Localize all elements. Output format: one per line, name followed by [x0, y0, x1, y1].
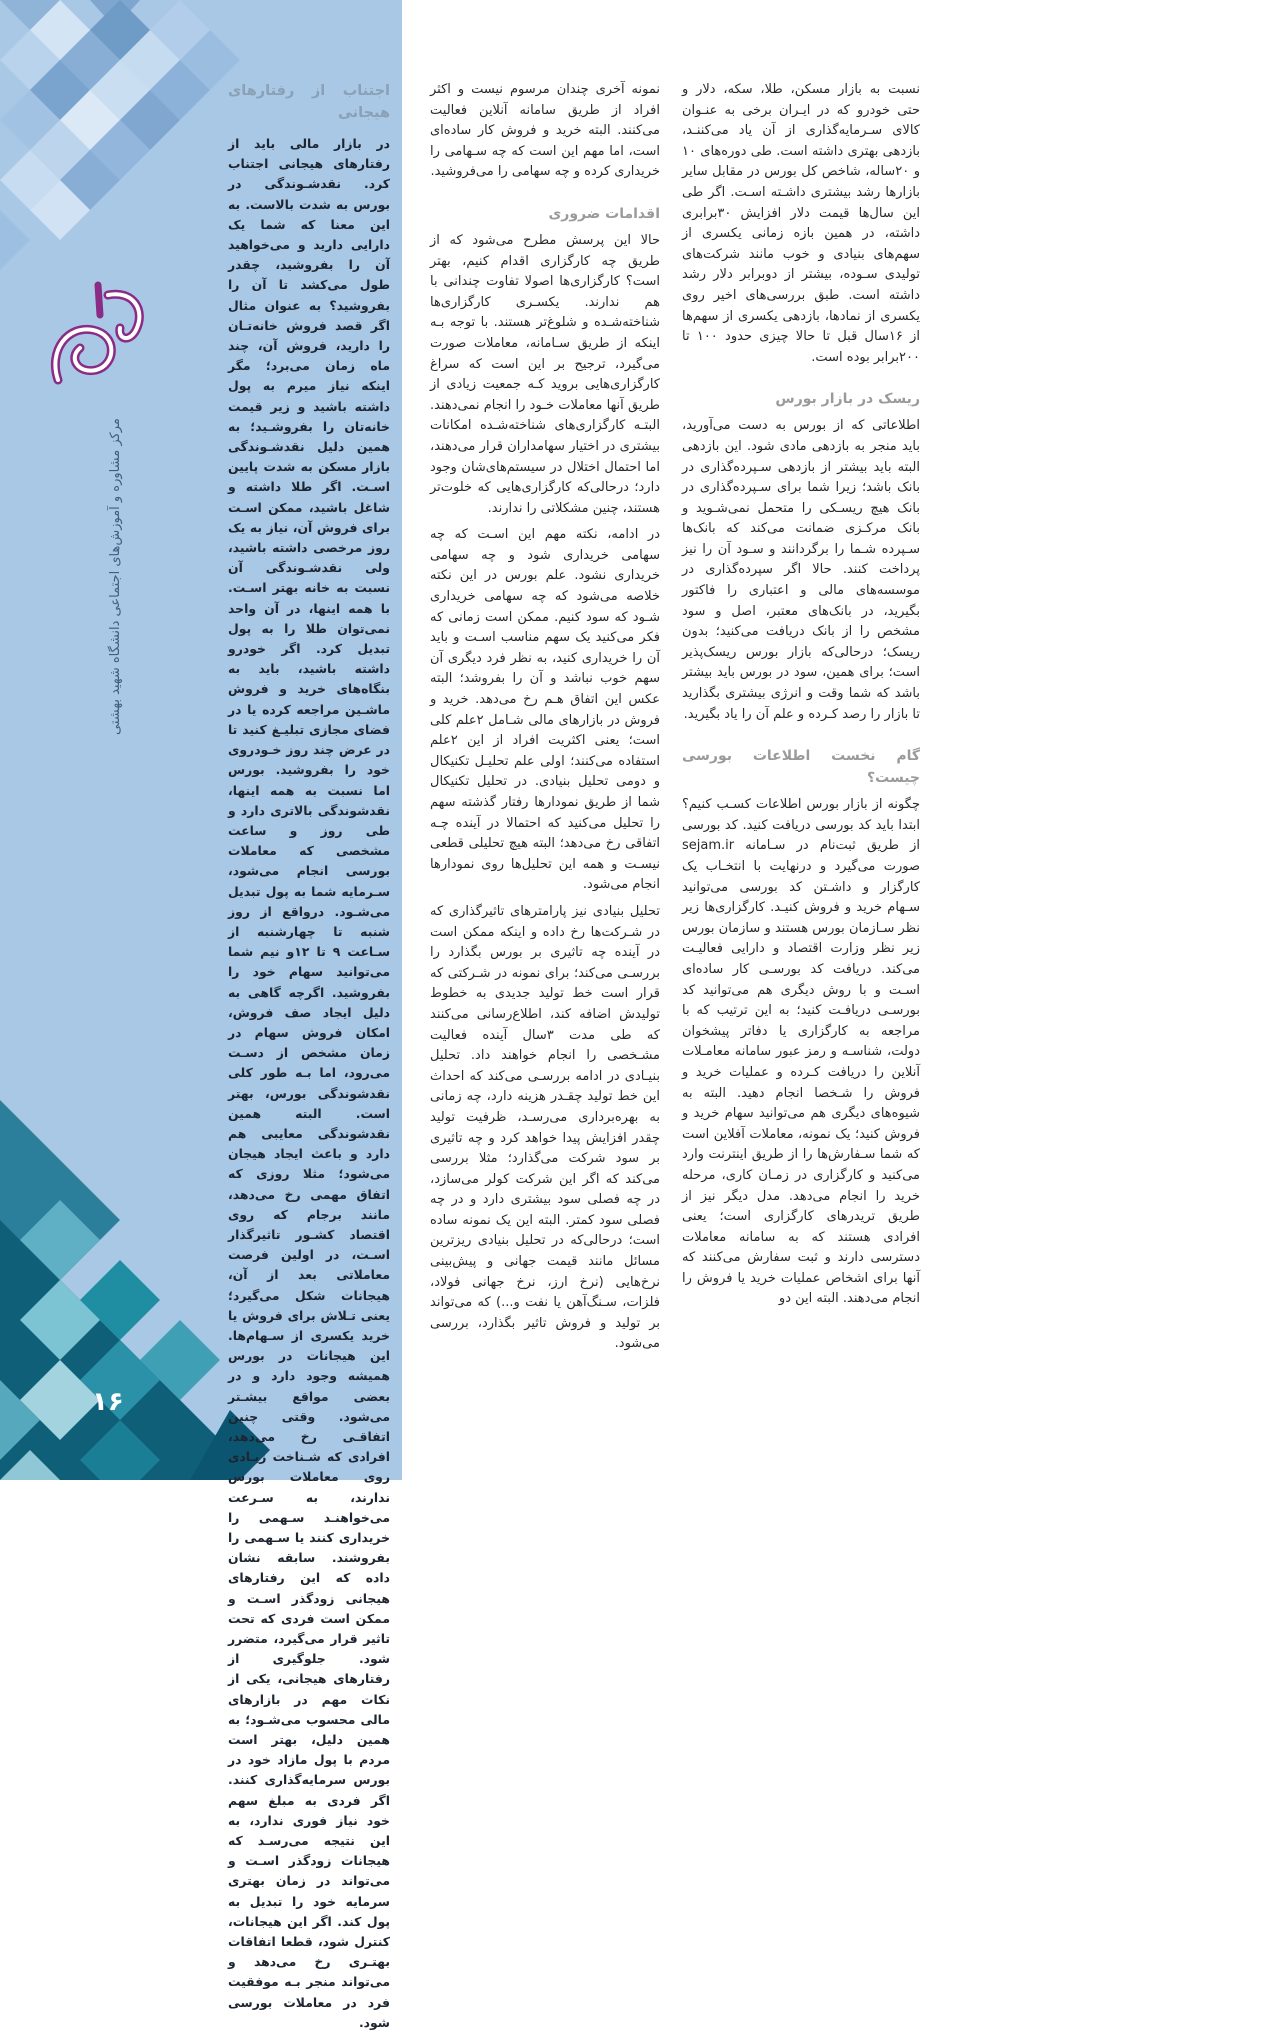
center-name-text: مرکز مشاوره و آموزش‌های اجتماعی دانشگاه شهید بهشتی	[108, 418, 123, 735]
middle-paragraph-3: در ادامه، نکته مهم این اسـت که چه سهامی خریداری شود و چه سهامی خریداری نشود. علم بورس در این نکته خلاصه می‌شود که چه سهامی خریداری شـود که سود کنیم. ممکن است زمانی که فکر می‌کنید یک سهم مناسب اسـت و باید آن را خریداری کنید، به نظر فرد دیگری آن سهم خوب نباشد و آن را بفروشد؛ البته عکس این اتفاق هـم رخ می‌دهد. خرید و فروش در بازارهای مالی شـامل ۲علم کلی است؛ یعنی اکثریت افراد از این ۲علم استفاده می‌کنند؛ اولی علم تحلیـل تکنیکال و دومی تحلیل بنیادی. در تحلیل تکنیکال شما از طریق نمودارها رفتار گذشته سهم را تحلیل می‌کنید که احتمالا در آینده چـه اتفاقی رخ می‌دهد؛ البته هیچ تحلیلی قطعی نیسـت و همه این تحلیل‌ها روی نمودارها انجام می‌شود.	[430, 527, 660, 893]
right-paragraph-2: اطلاعاتی که از بورس به دست می‌آورید، باید منجر به بازدهی مادی شود. این بازدهی البته باید بیشتر از بازدهی سـپرده‌گذاری در بانک باشد؛ زیرا شما برای سـپرده‌گذاری در بانک هیچ ریسـکی را متحمل نمی‌شـوید و بانک مرکـزی ضمانت می‌کند که بانک‌ها سـپرده شـما را برگردانند و سـود آن را نیز پرداخت کنند. حالا اگر سپرده‌گذاری در موسسه‌های مالی و اعتباری را فاکتور بگیرید، در بانک‌های معتبر، اصل و سود مشخص را از بانک دریافت می‌کنید؛ بدون ریسک؛ درحالی‌که بازار بورس ریسک‌پذیر است؛ برای همین، سود در بورس باید بیشتر باشد که شما وقت و انرژی بیشتری بگذارید تا بازار را رصد کـرده و علم آن را یاد بگیرید.	[682, 418, 920, 722]
sidebar-heading: اجتناب از رفتارهای هیجانی	[228, 83, 390, 121]
right-paragraph-1: نسبت به بازار مسکن، طلا، سکه، دلار و حتی خودرو که در ایـران برخی به عنـوان کالای سـرمایه‌گذاری از آن یاد می‌کننـد، بازدهی بهتری داشته است. طی دوره‌های ۱۰ و ۲۰ساله، شاخص کل بورس در مقابل سایر بازارها رشد بیشتری داشـته اسـت. اگر طی این سال‌ها قیمت دلار افزایش ۳۰برابری داشته، در همین بازه زمانی یکسری از سهم‌های بنیادی و خوب مانند شرکت‌های تولیدی سـوده، بیشتر از دوبرابر دلار رشد داشته است. طبق بررسی‌های اخیر روی یکسری از نمادها، بازدهی یکسری از سهم‌ها از ۱۶سال قبل تا حالا چیزی حدود ۱۰۰ تا ۲۰۰برابر بوده است.	[682, 82, 921, 365]
middle-column	[430, 80, 660, 1361]
sidebar-body: در بازار مالی باید از رفتارهای هیجانی اجتناب کرد. نقدشـوندگی در بورس به شدت بالاست. به این معنا که شما یک دارایی دارید و می‌خواهید آن را بفروشید، چقدر طول می‌کشد تا آن را بفروشید؟ به عنوان مثال اگر قصد فروش خانه‌تـان را دارید، فروش آن، چند ماه زمان می‌برد؛ مگر اینکه نیاز میرم به پول داشته باشید و زیر قیمت خانه‌تان را بفروشـید؛ به همین دلیل نقدشـوندگی بازار مسکن به شدت پایین اسـت. اگر طلا داشته و شاغل باشید، ممکن اسـت برای فروش آن، نیاز به یک روز مرخصی داشته باشید، ولی نقدشـوندگی آن نسبت به خانه بهتر اسـت. با همه اینها، در آن واحد نمی‌توان طلا را به پول تبدیل کرد. اگر خودرو داشته باشید، باید به بنگاه‌های خرید و فروش ماشـین مراجعه کرده یا در فضای مجازی تبلیـغ کنید تا در عرض چند روز خـودروی خود را بفروشید. بورس اما نسبت به همه اینها، نقدشوندگی بالاتری دارد و طی روز و ساعت مشخصی که معاملات بورسی انجام می‌شود، سـرمایه شما به پول تبدیل می‌شـود. درواقع از روز شنبه تا چهارشنبه از سـاعت ۹ تا ۱۲و نیم شما می‌توانید سهام خود را بفروشید. اگرچه گاهی به دلیل ایجاد صف فروش، امکان فروش سهام در زمان مشخص از دسـت می‌رود، اما بـه طور کلی نقدشوندگی بورس، بهتر است. البته همین نقدشوندگی معایبی هم دارد و باعث ایجاد هیجان می‌شود؛ مثلا روزی که اتفاق مهمی رخ می‌دهد، مانند برجام که روی اقتصاد کشـور تاثیرگذار اسـت، در اولین فرصت معاملاتی بعد از آن، هیجانات شکل می‌گیرد؛ یعنی تـلاش برای فروش یا خرید یکسری از سـهام‌ها. این هیجانات در بورس همیشه وجود دارد و در بعضی مواقع بیشـتر می‌شود. وقتی چنین اتفاقـی رخ می‌دهد، افرادی که شـناخت زیـادی روی معاملات بورس ندارند، به سـرعت می‌خواهنـد سـهمی را خریداری کنند یا سـهمی را بفروشند. سابقه نشان داده که این رفتارهای هیجانی زودگذر اسـت و ممکن است فردی که تحت تاثیر قرار می‌گیرد، متضرر شود. جلوگیری از رفتارهای هیجانی، یکی از نکات مهم در بازارهای مالی محسوب می‌شـود؛ به همین دلیل، بهتر است مردم با پول مازاد خود در بورس سرمایه‌گذاری کنند. اگر فردی به مبلغ سهم خود نیاز فوری ندارد، به این نتیجه می‌رسـد که هیجانات زودگذر اسـت و می‌تواند در زمان بهتری سرمایه خود را تبدیل به پول کند. اگر این هیجانات، کنترل شود، قطعا اتفاقات بهتـری رخ می‌دهد و می‌تواند منجر بـه موفقیت فرد در معاملات بورسی شود.	[228, 136, 391, 2030]
raah-no-logo	[38, 270, 158, 400]
right-paragraph-3: چگونه از بازار بورس اطلاعات کسـب کنیم؟ ابتدا باید کد بورسی دریافت کنید. کد بورسی از طریق ثبت‌نام در سـامانه sejam.ir صورت می‌گیرد و درنهایت با انتخـاب یک کارگزار و داشـتن کد بورسی می‌توانید سـهام خرید و فروش کنیـد. کارگزاری‌ها زیر نظر سـازمان بورس هستند و سازمان بورس زیر نظر وزارت اقتصاد و دارایی فعالیـت می‌کند. دریافت کد بورسـی کار ساده‌ای اسـت و با روش دیگری هم می‌توانید کد بورسـی دریافـت کنید؛ به این ترتیب که با مراجعه به کارگزاری یا دفاتر پیشخوان دولت، شناسـه و رمز عبور سامانه معامـلات آنلاین را دریافت کـرده و عملیات خرید و فروش را شـخصا انجام دهید. البته به شیوه‌های دیگری هم می‌توانید سهام خرید و فروش کنید؛ یک نمونه، معاملات آفلاین است که شما سـفارش‌ها را از طریق اینترنت وارد می‌کنید و کارگزاری در زمـان کاری، مرحله خرید را انجام می‌دهد. مدل دیگر نیز از طریق تریدرهای کارگزاری است؛ یعنی افرادی هستند که به سامانه معاملات دسترسی دارند و ثبت سفارش می‌کنند که آنها برای اشخاص عملیات خرید یا فروش را انجام می‌دهند. البته این دو	[682, 797, 920, 1307]
page-number: ۱۶	[92, 1387, 124, 1417]
heading-risk: ریسک در بازار بورس	[775, 391, 920, 408]
sidebar-article	[228, 80, 390, 2039]
right-column	[682, 80, 920, 1316]
top-diamond-cluster	[0, 0, 240, 270]
middle-paragraph-1: نمونه آخری چندان مرسوم نیست و اکثر افراد از طریق سامانه آنلاین فعالیت می‌کنند. البته خرید و فروش کار ساده‌ای است، اما مهم این است که چه سـهامی را خریداری کرده و چه سهامی را می‌فروشید.	[430, 82, 660, 180]
middle-paragraph-4: تحلیل بنیادی نیز پارامترهای تاثیرگذاری که در شـرکت‌ها رخ داده و اینکه ممکن است در آینده چه تاثیری بر بورس بگذارد را بررسـی می‌کند؛ برای نمونه در شـرکتی که قرار است خط تولید جدیدی به خطوط تولیدش اضافه کند، اطلاع‌رسانی می‌کنند که طی مدت ۳سال آینده فعالیت مشـخصی را انجام خواهند داد. تحلیل بنیـادی در ادامه بررسـی می‌کند که احداث این خط تولید چقـدر هزینه دارد، چه زمانی به بهره‌برداری می‌رسـد، ظرفیت تولید چقدر افزایش پیدا خواهد کرد و چه تاثیری بر سود شرکت می‌گذارد؛ مثلا بررسی می‌کند که اگر این شرکت کولر می‌سازد، در چه فصلی سود بیشتری دارد و در چه فصلی سود کمتر. البته این یک نمونه ساده است؛ درحالی‌که در تحلیل بنیادی ریزترین مسائل مانند قیمت جهانی و پیش‌بینی نرخ‌هایی (نرخ ارز، نرخ جهانی فولاد، فلزات، سـنگ‌آهن یا نفت و...) که می‌تواند بر تولید و فروش تاثیر بگذارد، بررسی می‌شود.	[430, 903, 660, 1352]
heading-necessary-actions: اقدامات ضروری	[548, 205, 660, 222]
middle-paragraph-2: حالا این پرسش مطرح می‌شود که از طریق چه کارگزاری اقدام کنیم، بهتر است؟ کارگزاری‌ها اصولا تفاوت چندانی با هم ندارند. یکسـری کارگزاری‌ها شناخته‌شـده و شلوغ‌تر هستند. با توجه بـه اینکه از طریق سـامانه، معاملات صورت می‌گیرد، ترجیح بر این است که سراغ کارگزاری‌هایی بروید کـه جمعیت زیادی از طریق آنها معاملات خـود را انجام نمی‌دهند. البتـه کارگزاری‌های شناخته‌شـده امکانات بیشتری در اختیار سهامداران قرار می‌دهند، اما احتمال اختلال در سیستم‌های‌شان وجود دارد؛ درحالی‌که کارگزاری‌هایی که خلوت‌تر هستند، چنین مشکلاتی را ندارند.	[430, 232, 660, 516]
heading-first-step: گام نخست اطلاعات بورسی چیست؟	[682, 748, 920, 787]
